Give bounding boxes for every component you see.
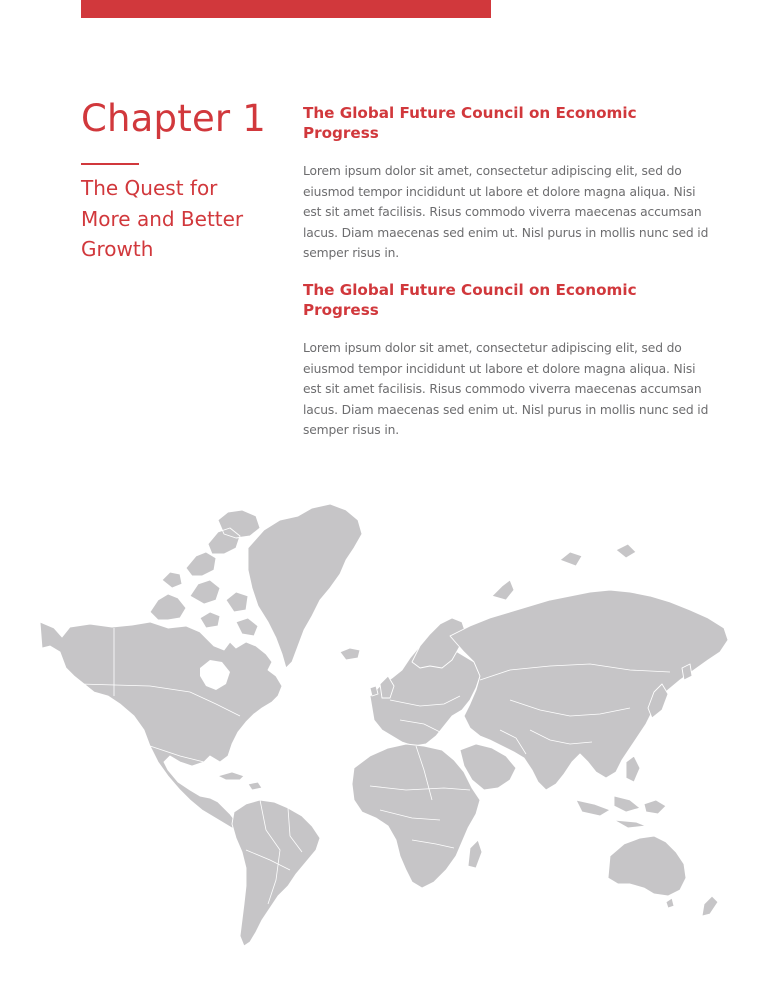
iceland-shape	[340, 648, 360, 660]
section-body: Lorem ipsum dolor sit amet, consectetur adipiscing elit, sed do eiusmod tempor incididunt ut labore et dolore magna aliqua. Nisi est sit amet facilisis. Risus commodo viverra maecenas accumsan lacus. Diam maecenas sed enim ut. Nisl purus in mollis nunc sed id semper risus in.	[303, 164, 709, 260]
south-america-shape	[232, 800, 320, 946]
north-america-shape	[40, 622, 282, 828]
world-map	[40, 500, 730, 950]
chapter-title: Chapter 1	[81, 97, 267, 140]
australia-shape	[608, 836, 686, 896]
greenland-shape	[248, 504, 362, 668]
indonesia-shape	[576, 756, 666, 828]
chapter-subtitle: The Quest for More and Better Growth	[81, 176, 244, 261]
world-map-icon	[40, 500, 730, 950]
africa-shape	[352, 744, 480, 888]
new-zealand-shape	[666, 896, 718, 916]
arctic-islands-shape	[150, 510, 260, 636]
top-accent-bar	[81, 0, 491, 18]
section-heading: The Global Future Council on Economic Progress	[303, 281, 637, 319]
madagascar-shape	[468, 840, 482, 868]
chapter-divider	[81, 163, 139, 165]
section-heading: The Global Future Council on Economic Progress	[303, 104, 637, 142]
british-isles-shape	[370, 676, 394, 698]
section-economic-progress-2	[303, 280, 713, 441]
caribbean-shape	[218, 772, 262, 790]
section-economic-progress-1	[303, 103, 713, 264]
section-body: Lorem ipsum dolor sit amet, consectetur adipiscing elit, sed do eiusmod tempor incididunt ut labore et dolore magna aliqua. Nisi est sit amet facilisis. Risus commodo viverra maecenas accumsan lacus. Diam maecenas sed enim ut. Nisl purus in mollis nunc sed id semper risus in.	[303, 341, 709, 437]
